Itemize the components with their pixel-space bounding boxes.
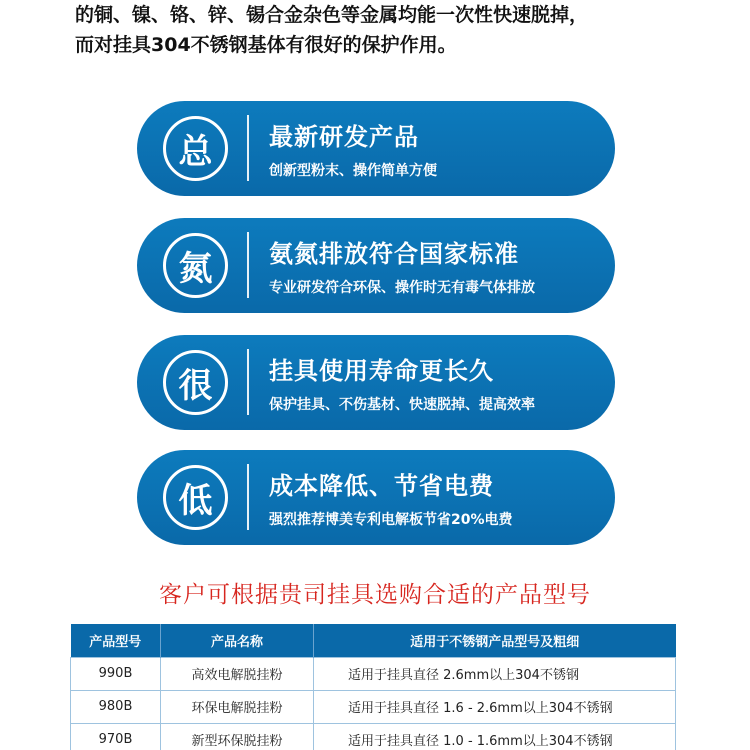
table-row: [71, 690, 676, 723]
feature-card-lifespan: [137, 335, 615, 430]
intro-line-1: 的铜、镍、铬、锌、锡合金杂色等金属均能一次性快速脱掉，: [75, 4, 589, 26]
cell-requirement: 适用于挂具直径 1.6 - 2.6mm以上304不锈钢: [314, 690, 676, 723]
feature-card-cost: [137, 450, 615, 545]
feature-divider: [247, 115, 249, 181]
cell-model: 980B: [71, 690, 161, 723]
header-model: 产品型号: [71, 624, 161, 657]
cell-model: 990B: [71, 657, 161, 690]
section-title: 客户可根据贵司挂具选购合适的产品型号: [159, 582, 591, 608]
table-row: [71, 657, 676, 690]
intro-line-2: 而对挂具304不锈钢基体有很好的保护作用。: [75, 34, 457, 56]
feature-divider: [247, 464, 249, 530]
feature-divider: [247, 349, 249, 415]
cell-name: 新型环保脱挂粉: [161, 723, 314, 750]
feature-badge: 总: [163, 116, 228, 181]
cell-requirement: 适用于挂具直径 2.6mm以上304不锈钢: [314, 657, 676, 690]
feature-title: 氨氮排放符合国家标准: [269, 240, 519, 268]
feature-subtitle: 保护挂具、不伤基材、快速脱掉、提高效率: [269, 397, 535, 413]
header-requirement: 适用于不锈钢产品型号及粗细: [314, 624, 676, 657]
feature-card-newest: [137, 101, 615, 196]
feature-badge: 氮: [163, 233, 228, 298]
feature-card-ammonia: [137, 218, 615, 313]
feature-badge: 低: [163, 465, 228, 530]
cell-name: 高效电解脱挂粉: [161, 657, 314, 690]
feature-badge: 很: [163, 350, 228, 415]
feature-title: 最新研发产品: [269, 123, 419, 151]
cell-model: 970B: [71, 723, 161, 750]
intro-text: [75, 0, 695, 60]
feature-title: 成本降低、节省电费: [269, 472, 494, 500]
feature-title: 挂具使用寿命更长久: [269, 357, 494, 385]
cell-requirement: 适用于挂具直径 1.0 - 1.6mm以上304不锈钢: [314, 723, 676, 750]
header-name: 产品名称: [161, 624, 314, 657]
table-header-row: [71, 624, 676, 657]
feature-subtitle: 专业研发符合环保、操作时无有毒气体排放: [269, 280, 535, 296]
feature-subtitle: 强烈推荐博美专利电解板节省20%电费: [269, 512, 513, 528]
feature-subtitle: 创新型粉末、操作简单方便: [269, 163, 437, 179]
cell-name: 环保电解脱挂粉: [161, 690, 314, 723]
product-table: [70, 624, 676, 750]
feature-divider: [247, 232, 249, 298]
table-row: [71, 723, 676, 750]
